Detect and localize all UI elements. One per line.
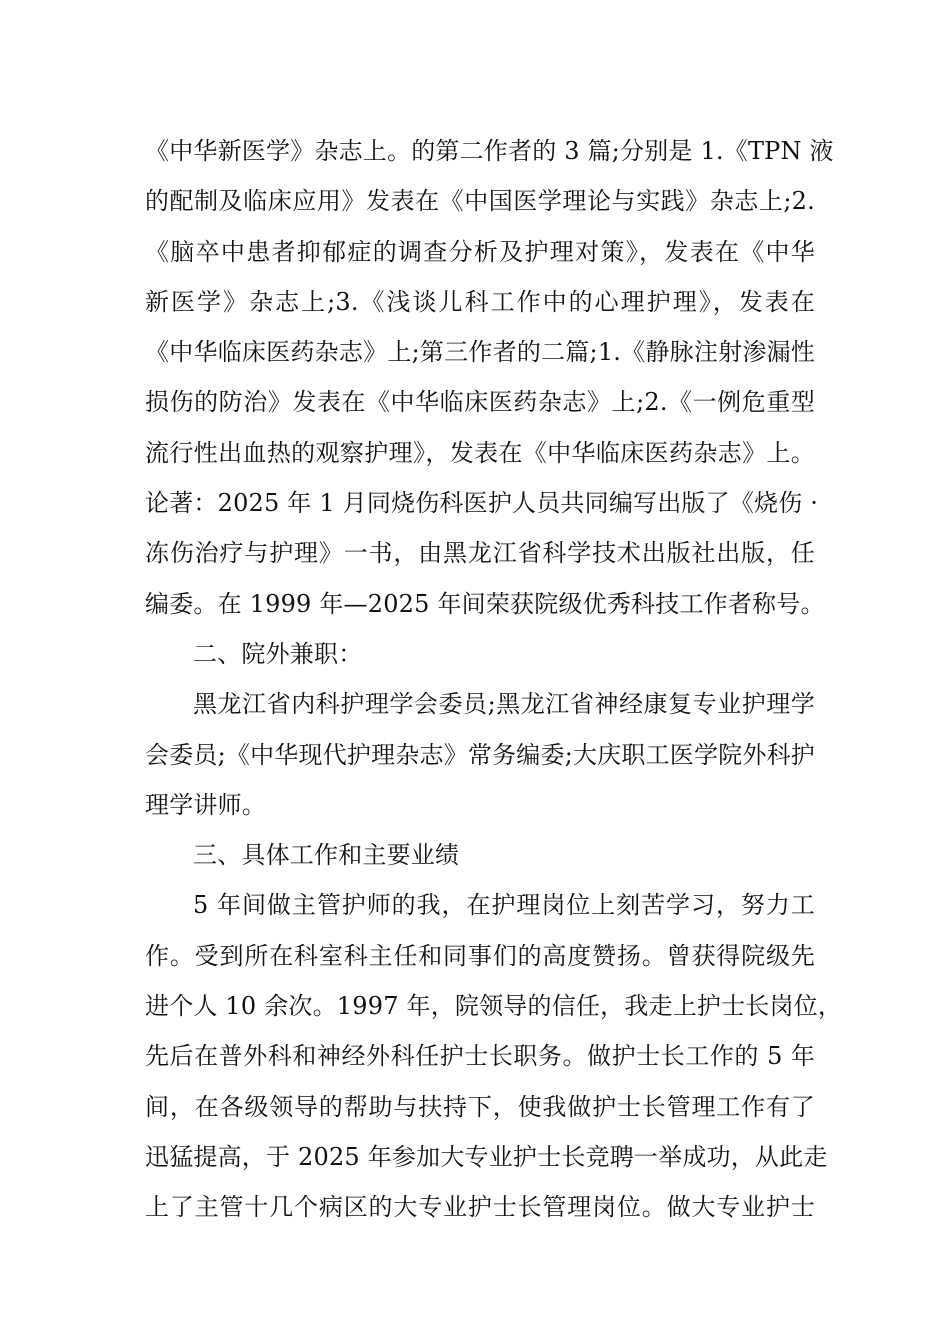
text-line: 迅猛提高，于 2025 年参加大专业护士长竞聘一举成功，从此走	[145, 1142, 828, 1171]
text-line: 的配制及临床应用》发表在《中国医学理论与实践》杂志上;2.	[145, 187, 815, 216]
text-line: 编委。在 1999 年—2025 年间荣获院级优秀科技工作者称号。	[145, 589, 825, 618]
text-line: 进个人 10 余次。1997 年，院领导的信任，我走上护士长岗位，	[145, 992, 843, 1021]
text-line: 上了主管十几个病区的大专业护士长管理岗位。做大专业护士	[145, 1193, 815, 1222]
section-heading: 三、具体工作和主要业绩	[193, 841, 460, 870]
text-line: 《中华临床医药杂志》上;第三作者的二篇;1.《静脉注射渗漏性	[145, 338, 815, 367]
text-line: 作。受到所在科室科主任和同事们的高度赞扬。曾获得院级先	[145, 941, 815, 970]
section-heading: 二、院外兼职：	[193, 639, 363, 668]
text-line: 理学讲师。	[145, 790, 266, 819]
text-line: 先后在普外科和神经外科任护士长职务。做护士长工作的 5 年	[145, 1042, 815, 1071]
text-line: 新医学》杂志上;3.《浅谈儿科工作中的心理护理》，发表在	[145, 287, 815, 316]
text-line: 黑龙江省内科护理学会委员;黑龙江省神经康复专业护理学	[193, 690, 815, 719]
text-line: 流行性出血热的观察护理》，发表在《中华临床医药杂志》上。	[145, 438, 815, 467]
text-line: 冻伤治疗与护理》一书，由黑龙江省科学技术出版社出版，任	[145, 539, 815, 568]
text-line: 《脑卒中患者抑郁症的调查分析及护理对策》，发表在《中华	[145, 237, 815, 266]
document-page	[145, 126, 843, 1233]
text-line: 论著：2025 年 1 月同烧伤科医护人员共同编写出版了《烧伤 ·	[145, 489, 819, 518]
text-line: 损伤的防治》发表在《中华临床医药杂志》上;2.《一例危重型	[145, 388, 815, 417]
text-line: 《中华新医学》杂志上。的第二作者的 3 篇;分别是 1.《TPN 液	[145, 137, 834, 165]
text-line: 5 年间做主管护师的我，在护理岗位上刻苦学习，努力工	[193, 891, 815, 920]
text-line: 间，在各级领导的帮助与扶持下，使我做护士长管理工作有了	[145, 1092, 815, 1121]
text-line: 会委员;《中华现代护理杂志》常务编委;大庆职工医学院外科护	[145, 740, 815, 769]
